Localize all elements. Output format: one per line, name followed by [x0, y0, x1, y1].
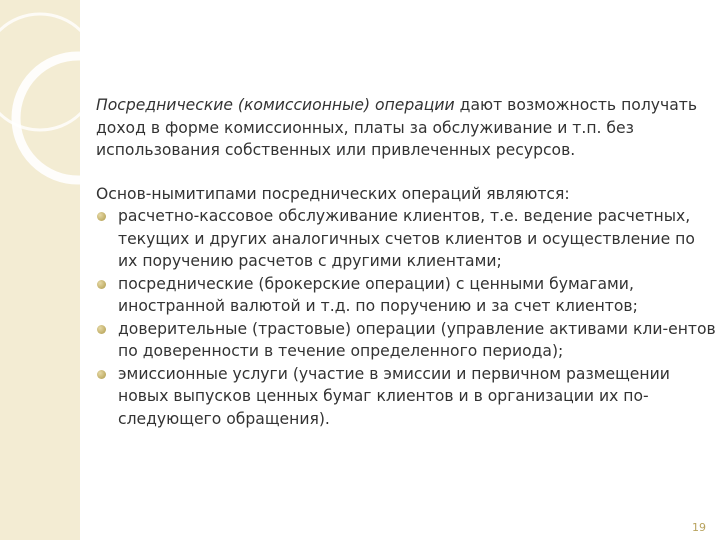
intro-paragraph	[96, 94, 716, 162]
list-item	[96, 363, 716, 431]
intro-lead-term: Посреднические (комиссионные) операции	[96, 96, 455, 114]
page-number: 19	[692, 521, 706, 534]
intro-text: дают возможность получать доход в форме комиссионных, платы за обслуживание и т.п. без использования собственных или привлеченных ресурсов.	[96, 96, 698, 159]
list-heading: Основ-нымитипами посреднических операций являются:	[96, 184, 570, 203]
list-item-text: расчетно-кассовое обслуживание клиентов, т.е. ведение расчетных, текущих и других аналогичных счетов клиентов и осуществление по их поручению расчетов с другими клиентами;	[118, 207, 695, 270]
list-item-text: посреднические (брокерские операции) с ценными бумагами, иностранной валютой и т.д. по поручению и за счет клиентов;	[118, 274, 638, 315]
list-item	[96, 205, 716, 273]
list-item	[96, 273, 716, 318]
list-item	[96, 318, 716, 363]
operations-list	[96, 205, 716, 430]
slide-content	[96, 94, 716, 430]
decorative-ring-large	[16, 56, 80, 180]
bullet-icon	[97, 280, 106, 289]
bullet-icon	[97, 370, 106, 379]
list-item-text: эмиссионные услуги (участие в эмиссии и первичном размещении новых выпусков ценных бумаг клиентов и в организации их по-следующего обращения).	[118, 364, 670, 428]
list-item-text: доверительные (трастовые) операции (управление активами кли-ентов по доверенности в течение определенного периода);	[118, 319, 716, 360]
bullet-icon	[97, 325, 106, 334]
decorative-rings	[0, 0, 80, 240]
bullet-icon	[97, 212, 106, 221]
